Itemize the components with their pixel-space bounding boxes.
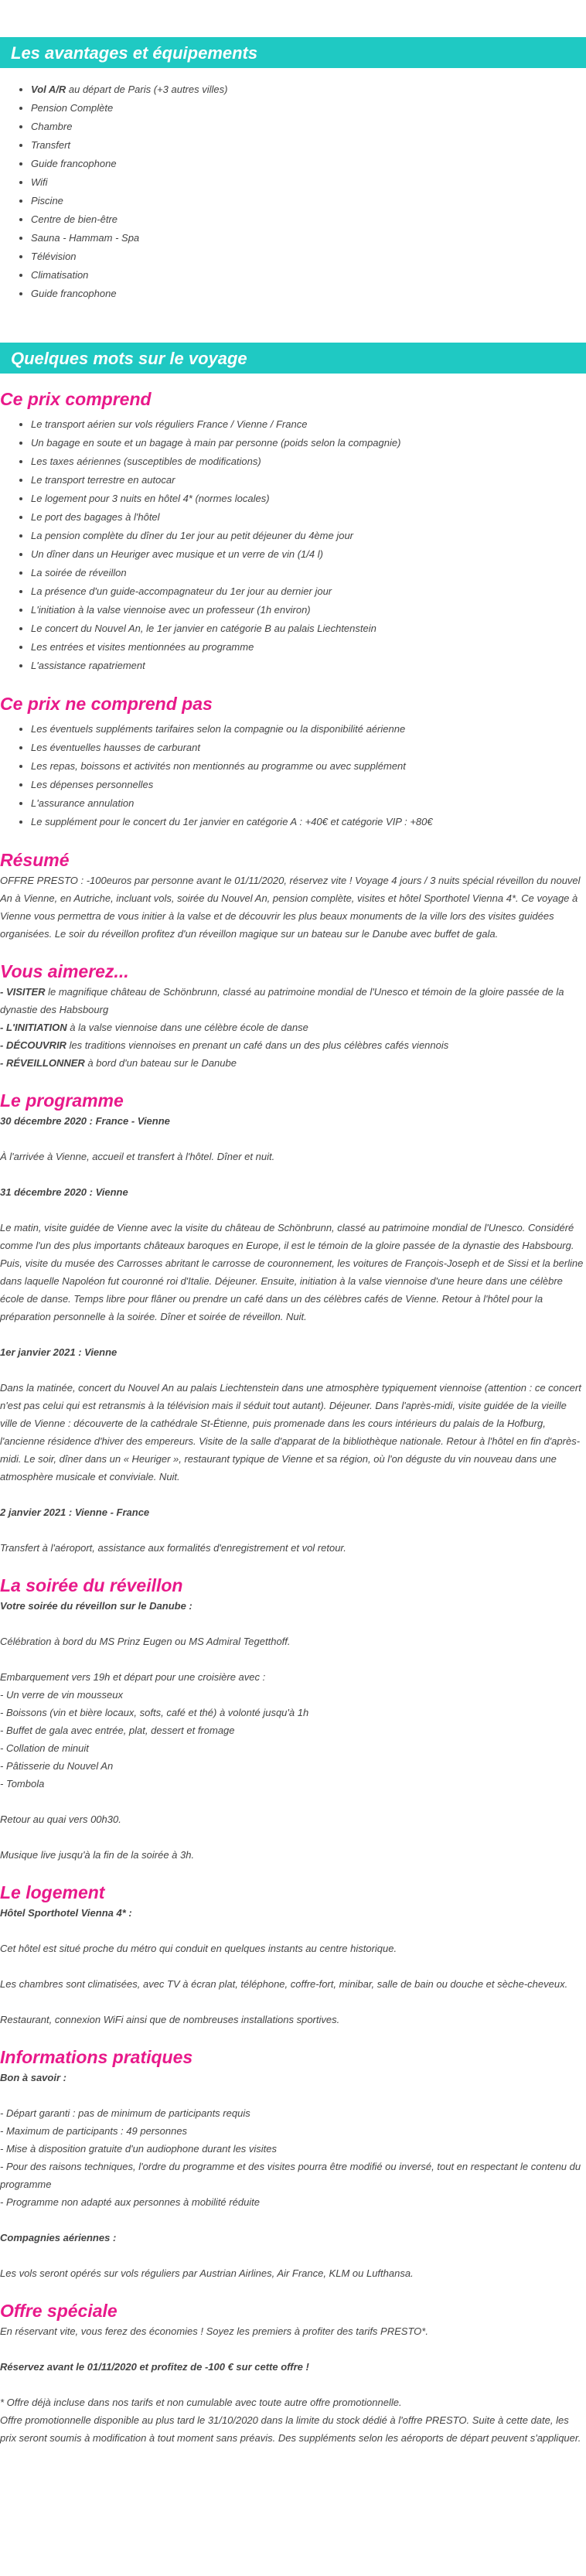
list-item: • Le transport aérien sur vols réguliers France / Vienne / France xyxy=(31,415,586,434)
aimerez-detail: les traditions viennoises en prenant un café dans un des plus célèbres cafés viennois xyxy=(66,1039,449,1051)
ne-comprend-title: Ce prix ne comprend pas xyxy=(0,694,213,714)
soiree-intro: Célébration à bord du MS Prinz Eugen ou MS Admiral Tegetthoff. xyxy=(0,1636,291,1647)
day-text: À l'arrivée à Vienne, accueil et transfert à l'hôtel. Dîner et nuit. xyxy=(0,1151,275,1162)
resume-text: OFFRE PRESTO : -100euros par personne avant le 01/11/2020, réservez vite ! Voyage 4 jours / 3 nuits spécial réveillon du nouvel An à Vienne, en Autriche, incluant vols, soirée du Nouvel An, pension complète, visites et hôtel Sporthotel Vienna 4*. Ce voyage à Vienne vous permettra de vous initier à la valse et de découvrir les plus beaux monuments de la ville lors des visites guidées organisées. Le soir du réveillon profitez d'un réveillon magique sur un bateau sur le Danube avec buffet de gala. xyxy=(0,875,581,940)
list-item: • Guide francophone xyxy=(31,155,586,173)
day-text: Transfert à l'aéroport, assistance aux formalités d'enregistrement et vol retour. xyxy=(0,1542,346,1554)
logement-text: Cet hôtel est situé proche du métro qui conduit en quelques instants au centre historique. xyxy=(0,1943,397,1954)
list-item: • Climatisation xyxy=(31,266,586,285)
offre-title: Offre spéciale xyxy=(0,2301,118,2321)
soiree-item: - Tombola xyxy=(0,1778,45,1790)
list-item xyxy=(31,80,586,99)
list-item: • Sauna - Hammam - Spa xyxy=(31,229,586,247)
offre-text: En réservant vite, vous ferez des économies ! Soyez les premiers à profiter des tarifs PRESTO*. xyxy=(0,2325,428,2337)
aimerez-item xyxy=(0,1036,586,1054)
compagnies-label: Compagnies aériennes : xyxy=(0,2232,117,2243)
infos-item: - Maximum de participants : 49 personnes xyxy=(0,2125,188,2137)
ne-comprend-list xyxy=(0,720,586,831)
comprend-list xyxy=(0,415,586,675)
soiree-title: La soirée du réveillon xyxy=(0,1575,183,1595)
day-title: 2 janvier 2021 : Vienne - France xyxy=(0,1506,150,1518)
programme-title: Le programme xyxy=(0,1090,124,1111)
infos-item: - Pour des raisons techniques, l'ordre du programme et des visites pourra être modifié ou inversé, tout en respectant le contenu du programme xyxy=(0,2161,581,2190)
list-item: • L'assistance rapatriement xyxy=(31,657,586,675)
infos-item: - Programme non adapté aux personnes à mobilité réduite xyxy=(0,2196,261,2208)
day-title: 31 décembre 2020 : Vienne xyxy=(0,1186,128,1198)
list-item: • Télévision xyxy=(31,247,586,266)
list-item: • L'initiation à la valse viennoise avec un professeur (1h environ) xyxy=(31,601,586,619)
bon-a-savoir: Bon à savoir : xyxy=(0,2072,66,2083)
logement-text: Les chambres sont climatisées, avec TV à écran plat, téléphone, coffre-fort, minibar, salle de bain ou douche et sèche-cheveux. xyxy=(0,1978,568,1990)
avantages-header: Les avantages et équipements xyxy=(0,37,586,68)
list-item: • Le supplément pour le concert du 1er janvier en catégorie A : +40€ et catégorie VIP : +80€ xyxy=(31,813,586,831)
list-item: • Transfert xyxy=(31,136,586,155)
list-item: • Un bagage en soute et un bagage à main par personne (poids selon la compagnie) xyxy=(31,434,586,452)
list-item: • Piscine xyxy=(31,192,586,210)
compagnies-text: Les vols seront opérés sur vols réguliers par Austrian Airlines, Air France, KLM ou Lufthansa. xyxy=(0,2267,414,2279)
list-item: • La pension complète du dîner du 1er jour au petit déjeuner du 4ème jour xyxy=(31,527,586,545)
list-item: • Les entrées et visites mentionnées au programme xyxy=(31,638,586,657)
aimerez-item xyxy=(0,1054,586,1072)
list-item: • Chambre xyxy=(31,118,586,136)
list-item: • La présence d'un guide-accompagnateur du 1er jour au dernier jour xyxy=(31,582,586,601)
soiree-item: - Collation de minuit xyxy=(0,1742,89,1754)
list-item: • La soirée de réveillon xyxy=(31,564,586,582)
list-item: • Les dépenses personnelles xyxy=(31,776,586,794)
soiree-subtitle: Votre soirée du réveillon sur le Danube : xyxy=(0,1600,192,1612)
soiree-item: - Pâtisserie du Nouvel An xyxy=(0,1760,114,1772)
aimerez-detail: le magnifique château de Schönbrunn, classé au patrimoine mondial de l'Unesco et témoin de la gloire passée de la dynastie des Habsbourg xyxy=(0,986,564,1015)
infos-item: - Départ garanti : pas de minimum de participants requis xyxy=(0,2107,250,2119)
list-item: • Centre de bien-être xyxy=(31,210,586,229)
soiree-item: - Un verre de vin mousseux xyxy=(0,1689,123,1701)
list-item: • Le port des bagages à l'hôtel xyxy=(31,508,586,527)
day-text: Le matin, visite guidée de Vienne avec la visite du château de Schönbrunn, classé au patrimoine mondial de l'Unesco. Considéré comme l'un des plus importants châteaux baroques en Europe, il est le témoin de la gloire passée de la dynastie des Habsbourg. Puis, visite du musée des Carrosses abritant le carrosse de couronnement, les voitures de François-Joseph et de Sissi et la berline dans laquelle Napoléon fut couronné roi d'Italie. Déjeuner. Ensuite, initiation à la valse viennoise d'une heure dans une célèbre école de danse. Temps libre pour flâner ou prendre un café dans un des célèbres cafés de Vienne. Retour à l'hôtel pour la préparation personnelle à la soirée. Dîner et soirée de réveillon. Nuit. xyxy=(0,1222,584,1322)
aimerez-item xyxy=(0,1018,586,1036)
infos-item: - Mise à disposition gratuite d'un audiophone durant les visites xyxy=(0,2143,278,2155)
list-item: • Un dîner dans un Heuriger avec musique et un verre de vin (1/4 l) xyxy=(31,545,586,564)
list-item: • Le transport terrestre en autocar xyxy=(31,471,586,490)
vol-label: Vol A/R xyxy=(31,84,66,95)
day-text: Dans la matinée, concert du Nouvel An au palais Liechtenstein dans une atmosphère typiquement viennoise (attention : ce concert n'est pas celui qui est retransmis à la télévision mais il séduit tout autant). Déjeuner. Dans l'après-midi, visite guidée de la vieille ville de Vienne : découverte de la cathédrale St-Étienne, puis promenade dans les cours intérieurs du palais de la Hofburg, l'ancienne résidence d'hiver des empereurs. Visite de la salle d'apparat de la bibliothèque nationale. Retour à l'hôtel en fin d'après-midi. Le soir, dîner dans un « Heuriger », restaurant typique de Vienne et sa région, où l'on déguste du vin nouveau dans une atmosphère musicale et conviviale. Nuit. xyxy=(0,1382,581,1482)
logement-text: Restaurant, connexion WiFi ainsi que de nombreuses installations sportives. xyxy=(0,2014,340,2025)
day-title: 30 décembre 2020 : France - Vienne xyxy=(0,1115,170,1127)
list-item: • Le logement pour 3 nuits en hôtel 4* (normes locales) xyxy=(31,490,586,508)
aimerez-verb: - DÉCOUVRIR xyxy=(0,1039,66,1051)
offre-note: Offre promotionnelle disponible au plus tard le 31/10/2020 dans la limite du stock dédié à l'offre PRESTO. Suite à cette date, les prix seront soumis à modification à tout moment sans préavis. Des suppléments selon les aéroports de départ peuvent s'appliquer. xyxy=(0,2414,581,2444)
voyage-header: Quelques mots sur le voyage xyxy=(0,343,586,374)
vol-detail: au départ de Paris (+3 autres villes) xyxy=(66,84,228,95)
soiree-retour: Retour au quai vers 00h30. xyxy=(0,1813,121,1825)
equipements-list xyxy=(0,80,586,303)
hotel-name: Hôtel Sporthotel Vienna 4* : xyxy=(0,1907,132,1919)
list-item: • Les éventuels suppléments tarifaires selon la compagnie ou la disponibilité aérienne xyxy=(31,720,586,739)
soiree-item: - Boissons (vin et bière locaux, softs, café et thé) à volonté jusqu'à 1h xyxy=(0,1707,309,1718)
aimerez-verb: - L'INITIATION xyxy=(0,1022,67,1033)
aimerez-detail: à bord d'un bateau sur le Danube xyxy=(84,1057,237,1069)
list-item: • Le concert du Nouvel An, le 1er janvier en catégorie B au palais Liechtenstein xyxy=(31,619,586,638)
infos-title: Informations pratiques xyxy=(0,2047,193,2067)
list-item: • Les éventuelles hausses de carburant xyxy=(31,739,586,757)
logement-title: Le logement xyxy=(0,1882,105,1902)
day-title: 1er janvier 2021 : Vienne xyxy=(0,1346,118,1358)
aimerez-detail: à la valse viennoise dans une célèbre école de danse xyxy=(66,1022,308,1033)
soiree-embark: Embarquement vers 19h et départ pour une croisière avec : xyxy=(0,1671,266,1683)
list-item: • L'assurance annulation xyxy=(31,794,586,813)
list-item: • Les taxes aériennes (susceptibles de modifications) xyxy=(31,452,586,471)
aimerez-verb: - RÉVEILLONNER xyxy=(0,1057,85,1069)
list-item: • Pension Complète xyxy=(31,99,586,118)
soiree-musique: Musique live jusqu'à la fin de la soirée à 3h. xyxy=(0,1849,195,1861)
aimerez-title: Vous aimerez... xyxy=(0,961,129,981)
list-item: • Les repas, boissons et activités non mentionnés au programme ou avec supplément xyxy=(31,757,586,776)
resume-title: Résumé xyxy=(0,850,70,870)
offre-highlight: Réservez avant le 01/11/2020 et profitez de -100 € sur cette offre ! xyxy=(0,2361,309,2373)
aimerez-verb: - VISITER xyxy=(0,986,46,998)
offre-note: * Offre déjà incluse dans nos tarifs et non cumulable avec toute autre offre promotionnelle. xyxy=(0,2397,402,2408)
soiree-item: - Buffet de gala avec entrée, plat, dessert et fromage xyxy=(0,1725,235,1736)
aimerez-item xyxy=(0,983,586,1018)
list-item: • Wifi xyxy=(31,173,586,192)
list-item: • Guide francophone xyxy=(31,285,586,303)
comprend-title: Ce prix comprend xyxy=(0,389,152,409)
